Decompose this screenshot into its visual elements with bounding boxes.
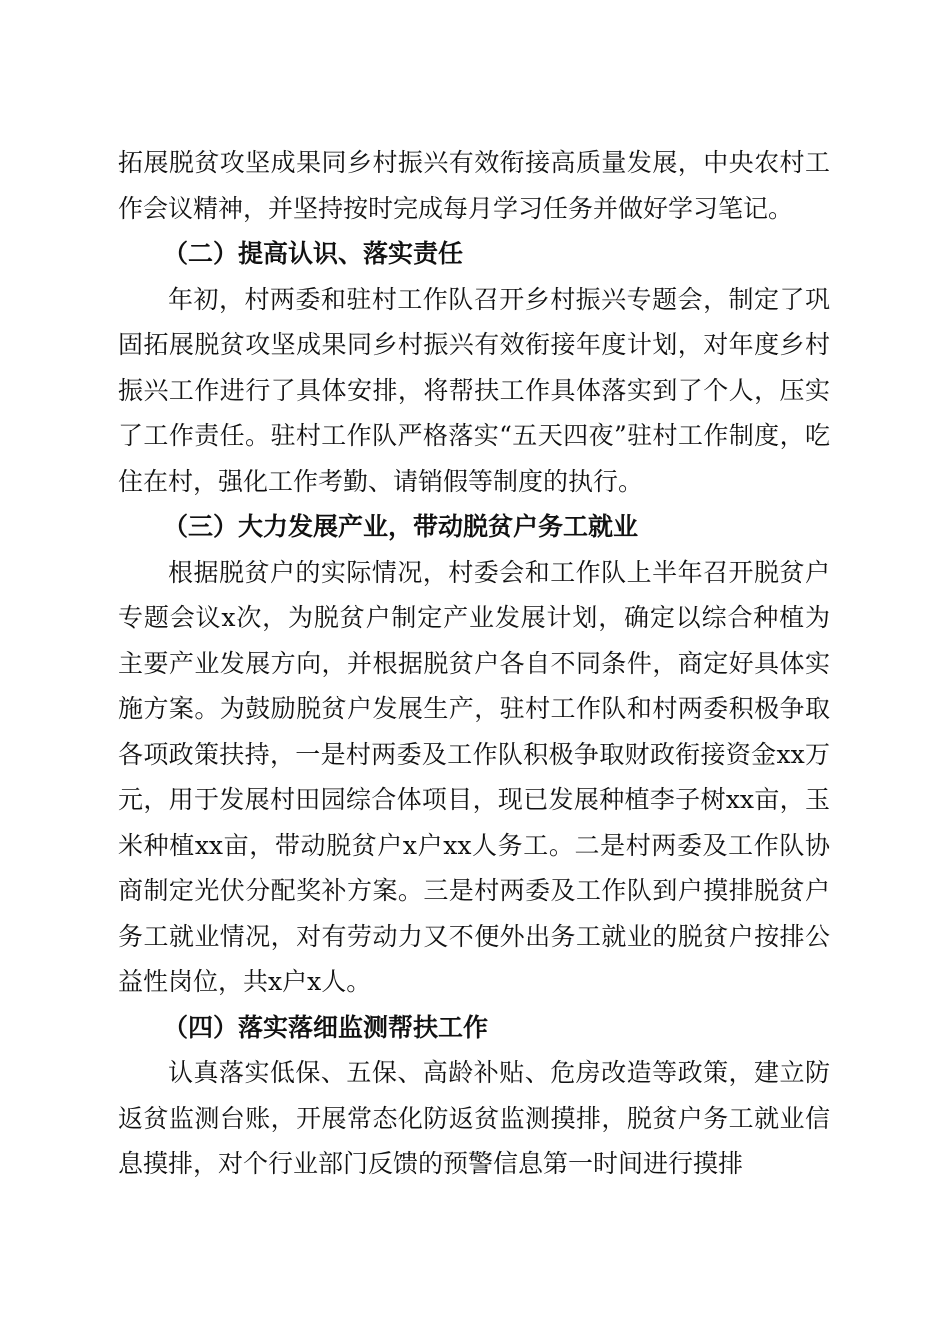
paragraph-monitoring: 认真落实低保、五保、高龄补贴、危房改造等政策，建立防返贫监测台账，开展常态化防返贫监测摸排，脱贫户务工就业信息摸排，对个行业部门反馈的预警信息第一时间进行摸排 (118, 1058, 830, 1178)
paragraph-continuation: 拓展脱贫攻坚成果同乡村振兴有效衔接高质量发展，中央农村工作会议精神，并坚持按时完成每月学习任务并做好学习笔记。 (118, 148, 830, 223)
paragraph-responsibility: 年初，村两委和驻村工作队召开乡村振兴专题会，制定了巩固拓展脱贫攻坚成果同乡村振兴有效衔接年度计划，对年度乡村振兴工作进行了具体安排，将帮扶工作具体落实到了个人，压实了工作责任。驻村工作队严格落实“五天四夜”驻村工作制度，吃住在村，强化工作考勤、请销假等制度的执行。 (118, 284, 830, 496)
section-heading-4: （四）落实落细监测帮扶工作 (163, 1012, 489, 1042)
section-heading-3: （三）大力发展产业，带动脱贫户务工就业 (163, 512, 639, 541)
paragraph-industry: 根据脱贫户的实际情况，村委会和工作队上半年召开脱贫户专题会议x次，为脱贫户制定产业发展计划，确定以综合种植为主要产业发展方向，并根据脱贫户各自不同条件，商定好具体实施方案。为鼓励脱贫户发展生产，驻村工作队和村两委积极争取各项政策扶持，一是村两委及工作队积极争取财政衔接资金xx万元，用于发展村田园综合体项目，现已发展种植李子树xx亩，玉米种植xx亩，带动脱贫户x户xx人务工。二是村两委及工作队协商制定光伏分配奖补方案。三是村两委及工作队到户摸排脱贫户务工就业情况，对有劳动力又不便外出务工就业的脱贫户按排公益性岗位，共x户x人。 (118, 557, 830, 996)
section-heading-2: （二）提高认识、落实责任 (163, 239, 464, 268)
document-body (118, 140, 830, 1187)
